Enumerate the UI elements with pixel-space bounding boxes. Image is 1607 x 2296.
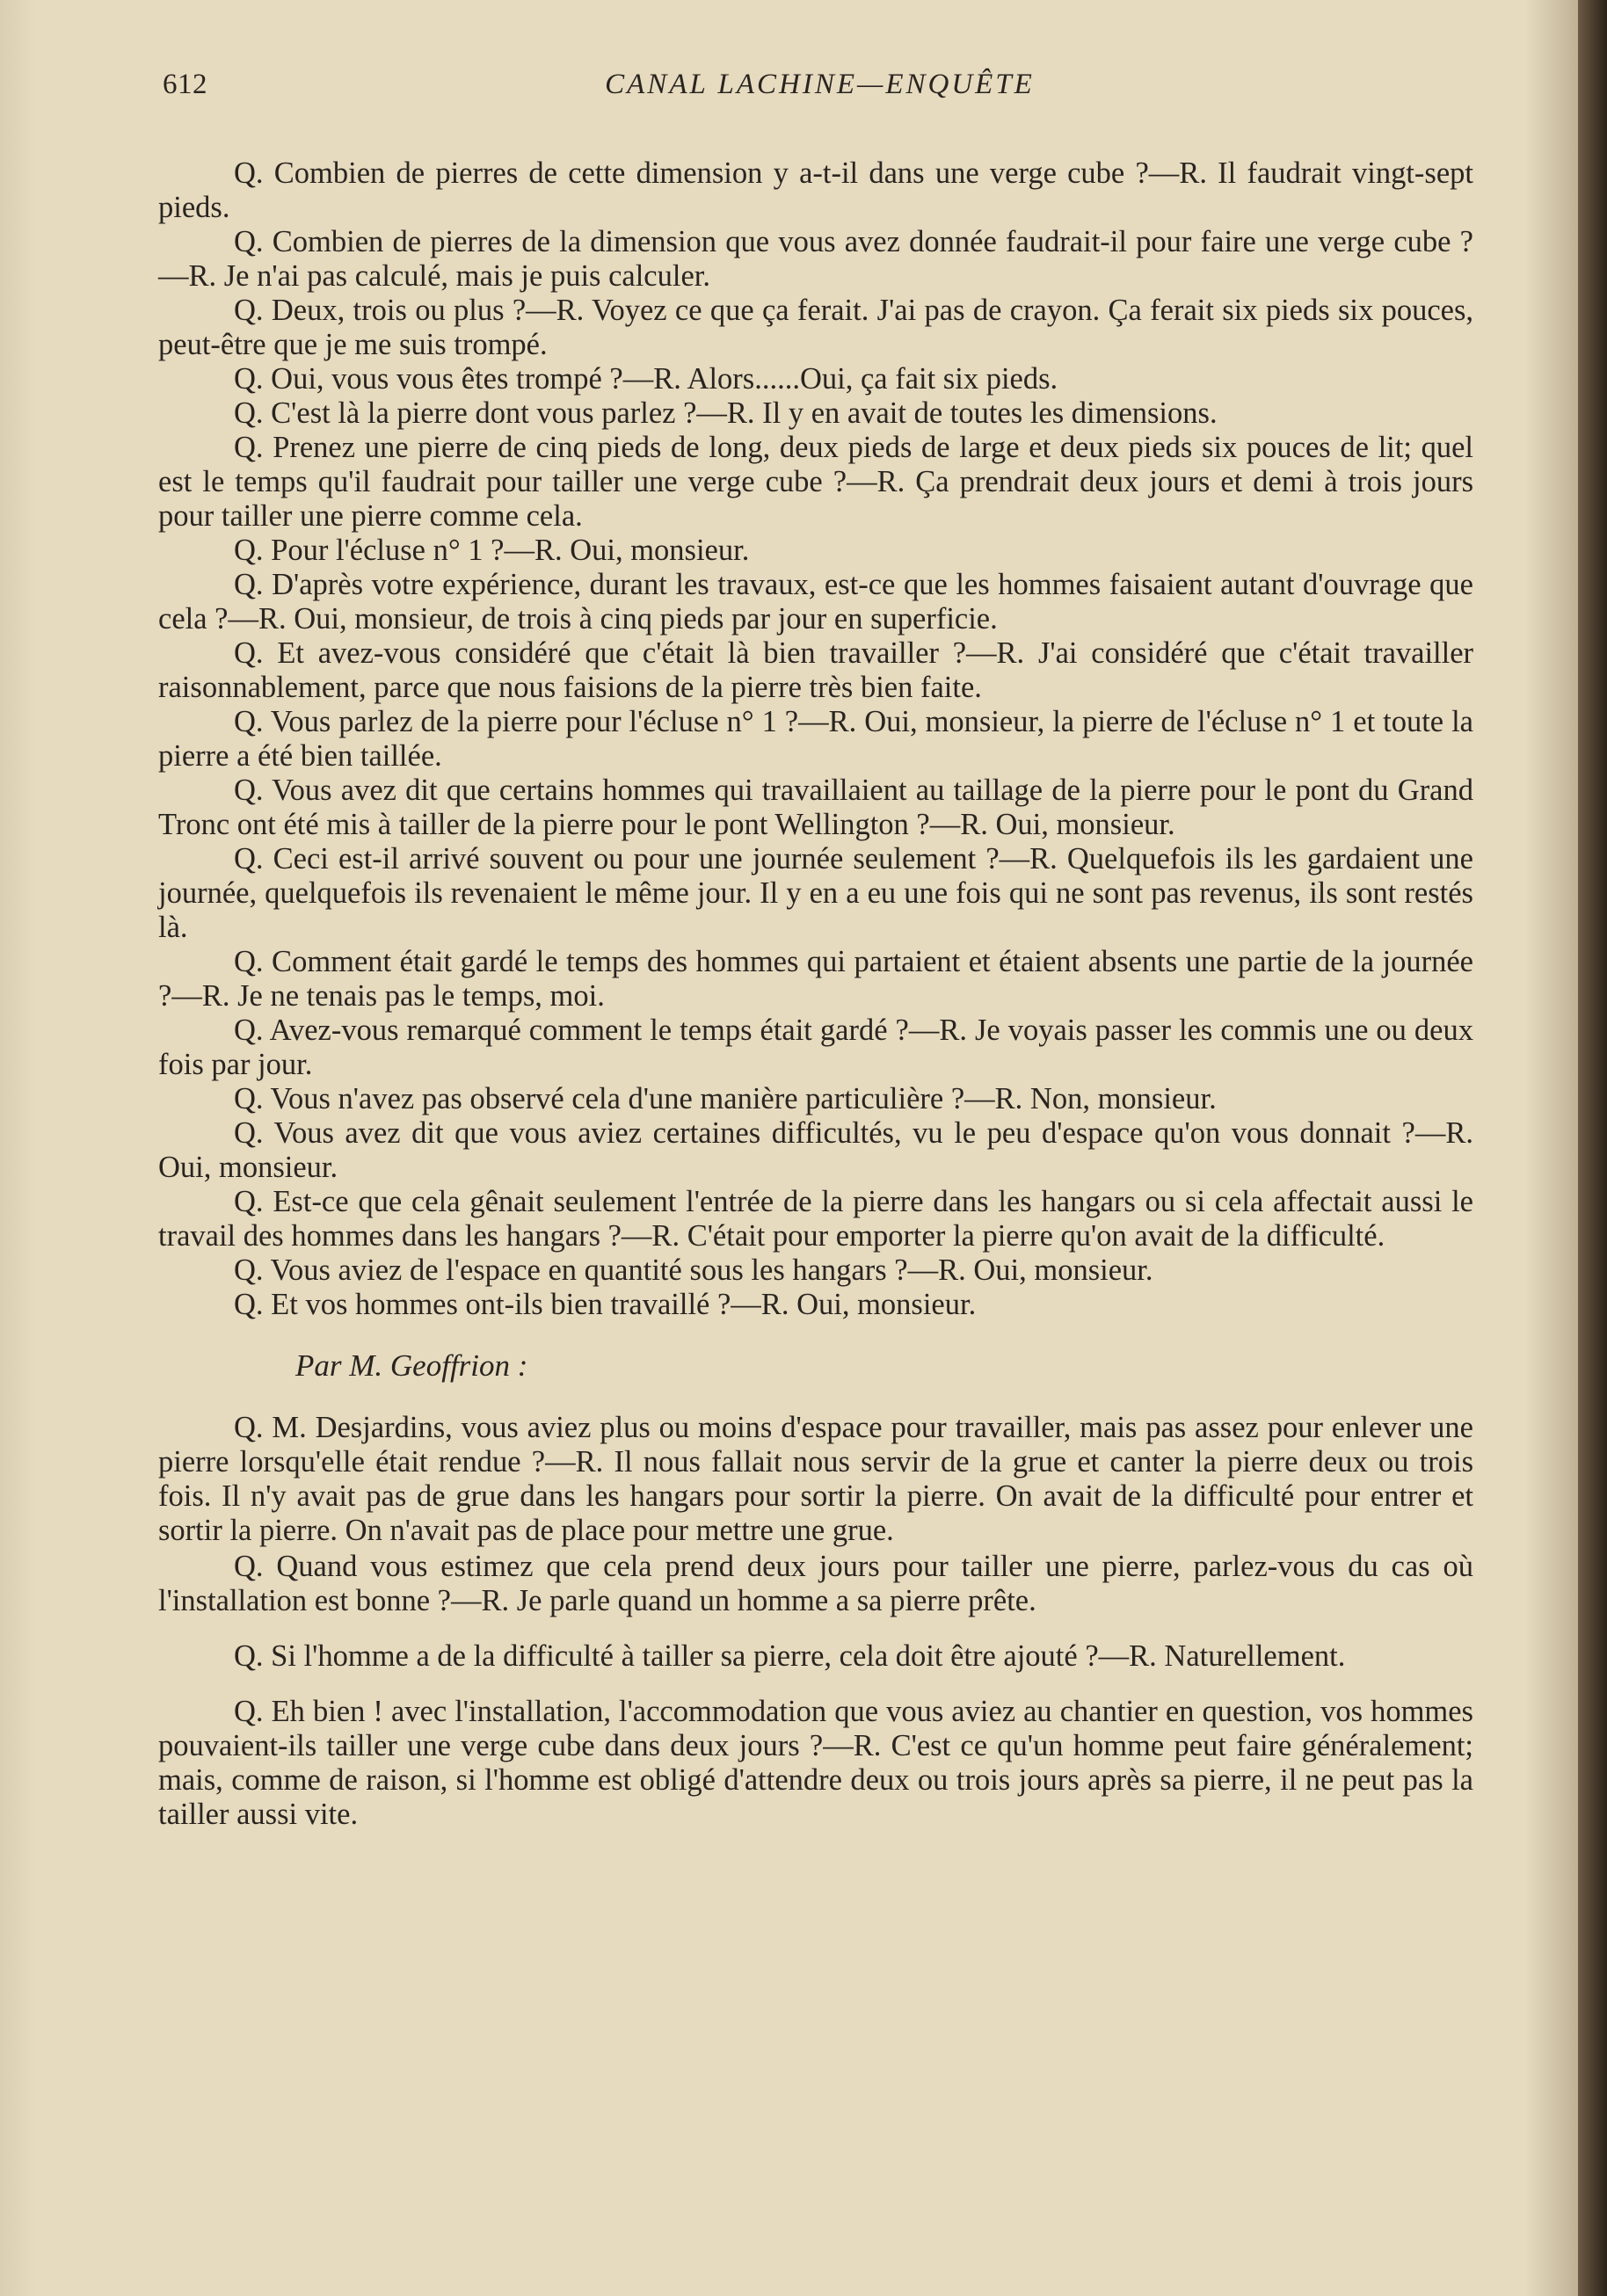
- testimony-paragraph: Q. Vous parlez de la pierre pour l'écluse n° 1 ?—R. Oui, monsieur, la pierre de l'écluse n° 1 et toute la pierre a été bien taillée.: [158, 705, 1473, 773]
- testimony-paragraph: Q. Et avez-vous considéré que c'était là bien travailler ?—R. J'ai considéré que c'était travailler raisonnablement, parce que nous faisions de la pierre très bien faite.: [158, 636, 1473, 704]
- testimony-paragraph: Q. Prenez une pierre de cinq pieds de long, deux pieds de large et deux pieds six pouces de lit; quel est le temps qu'il faudrait pour tailler une verge cube ?—R. Ça prendrait deux jours et demi à trois jours pour tailler une pierre comme cela.: [158, 431, 1473, 533]
- testimony-paragraph: Q. Vous avez dit que vous aviez certaines difficultés, vu le peu d'espace qu'on vous donnait ?—R. Oui, monsieur.: [158, 1116, 1473, 1184]
- page-number: 612: [163, 69, 207, 100]
- running-title: CANAL LACHINE—ENQUÊTE: [605, 69, 1035, 100]
- testimony-paragraph: Q. C'est là la pierre dont vous parlez ?—R. Il y en avait de toutes les dimensions.: [234, 396, 1218, 430]
- testimony-paragraph: Q. Est-ce que cela gênait seulement l'entrée de la pierre dans les hangars ou si cela affectait aussi le travail des hommes dans les hangars ?—R. C'était pour emporter la pierre qu'on avait de la difficulté.: [158, 1185, 1473, 1253]
- speaker-heading: Par M. Geoffrion :: [295, 1348, 528, 1383]
- testimony-paragraph: Q. Combien de pierres de la dimension que vous avez donnée faudrait-il pour faire une verge cube ?—R. Je n'ai pas calculé, mais je puis calculer.: [158, 225, 1473, 293]
- testimony-paragraph: Q. Oui, vous vous êtes trompé ?—R. Alors......Oui, ça fait six pieds.: [234, 362, 1058, 396]
- testimony-paragraph: Q. Eh bien ! avec l'installation, l'accommodation que vous aviez au chantier en question, vos hommes pouvaient-ils tailler une verge cube dans deux jours ?—R. C'est ce qu'un homme peut faire généralement; mais, comme de raison, si l'homme est obligé d'attendre deux ou trois jours après sa pierre, il ne peut pas la tailler aussi vite.: [158, 1695, 1473, 1831]
- testimony-body: [158, 156, 1473, 1832]
- page-header: [163, 69, 1477, 111]
- testimony-paragraph: Q. Pour l'écluse n° 1 ?—R. Oui, monsieur.: [234, 534, 750, 567]
- testimony-paragraph: Q. Ceci est-il arrivé souvent ou pour une journée seulement ?—R. Quelquefois ils les gardaient une journée, quelquefois ils revenaient le même jour. Il y en a eu une fois qui ne sont pas revenus, ils sont restés là.: [158, 842, 1473, 944]
- testimony-paragraph: Q. Si l'homme a de la difficulté à tailler sa pierre, cela doit être ajouté ?—R. Naturellement.: [234, 1639, 1346, 1673]
- book-spine-shadow: [1578, 0, 1607, 2296]
- testimony-paragraph: Q. Combien de pierres de cette dimension y a-t-il dans une verge cube ?—R. Il faudrait vingt-sept pieds.: [158, 156, 1473, 224]
- testimony-paragraph: Q. Quand vous estimez que cela prend deux jours pour tailler une pierre, parlez-vous du cas où l'installation est bonne ?—R. Je parle quand un homme a sa pierre prête.: [158, 1550, 1473, 1617]
- testimony-paragraph: Q. Vous aviez de l'espace en quantité sous les hangars ?—R. Oui, monsieur.: [234, 1253, 1153, 1287]
- testimony-paragraph: Q. Vous avez dit que certains hommes qui travaillaient au taillage de la pierre pour le pont du Grand Tronc ont été mis à tailler de la pierre pour le pont Wellington ?—R. Oui, monsieur.: [158, 774, 1473, 841]
- testimony-paragraph: Q. Et vos hommes ont-ils bien travaillé ?—R. Oui, monsieur.: [234, 1288, 977, 1321]
- testimony-paragraph: Q. Deux, trois ou plus ?—R. Voyez ce que ça ferait. J'ai pas de crayon. Ça ferait six pieds six pouces, peut-être que je me suis trompé.: [158, 294, 1473, 361]
- testimony-paragraph: Q. Avez-vous remarqué comment le temps était gardé ?—R. Je voyais passer les commis une ou deux fois par jour.: [158, 1014, 1473, 1081]
- testimony-paragraph: Q. M. Desjardins, vous aviez plus ou moins d'espace pour travailler, mais pas assez pour enlever une pierre lorsqu'elle était rendue ?—R. Il nous fallait nous servir de la grue et canter la pierre deux ou trois fois. Il n'y avait pas de grue dans les hangars pour sortir la pierre. On avait de la difficulté pour entrer et sortir la pierre. On n'avait pas de place pour mettre une grue.: [158, 1411, 1473, 1547]
- testimony-paragraph: Q. D'après votre expérience, durant les travaux, est-ce que les hommes faisaient autant d'ouvrage que cela ?—R. Oui, monsieur, de trois à cinq pieds par jour en superficie.: [158, 568, 1473, 636]
- testimony-paragraph: Q. Comment était gardé le temps des hommes qui partaient et étaient absents une partie de la journée ?—R. Je ne tenais pas le temps, moi.: [158, 945, 1473, 1013]
- testimony-paragraph: Q. Vous n'avez pas observé cela d'une manière particulière ?—R. Non, monsieur.: [234, 1082, 1217, 1115]
